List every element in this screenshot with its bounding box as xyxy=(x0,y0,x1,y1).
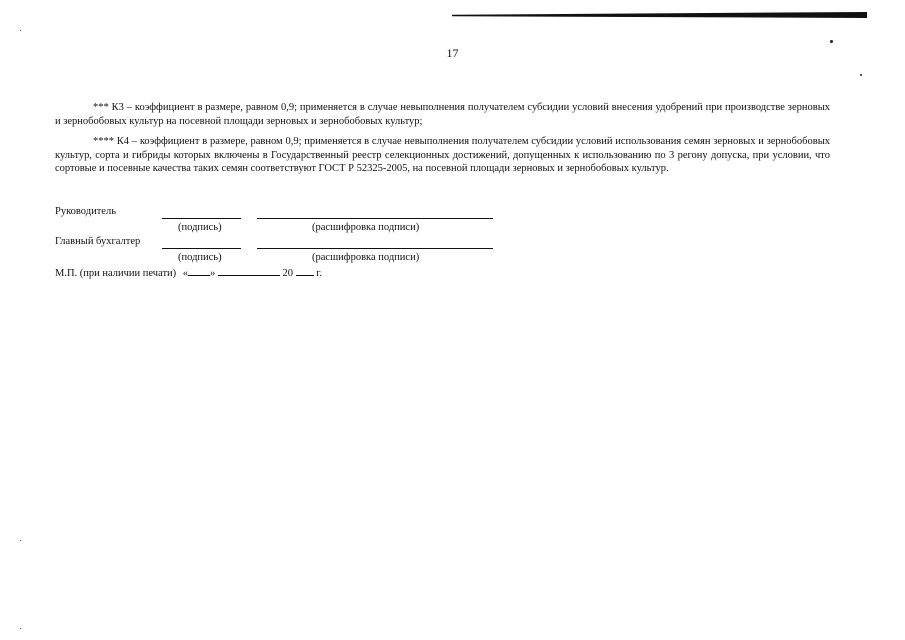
page-number: 17 xyxy=(446,46,459,60)
accountant-signature-caption: (подпись) xyxy=(178,252,222,263)
scan-speck xyxy=(20,540,21,541)
scan-border-bar xyxy=(452,12,867,18)
accountant-signature-line xyxy=(162,248,241,249)
date-open-quote: « xyxy=(182,268,189,279)
accountant-decoding-line xyxy=(257,248,493,249)
month-blank xyxy=(218,265,280,276)
head-signature-caption: (подпись) xyxy=(178,222,222,233)
head-signature-line xyxy=(162,218,241,219)
footnote-k4: **** К4 – коэффициент в размере, равном 0,9; применяется в случае невыполнения получателем субсидии условий использования семян зерновых и зернобобовых культур, сорта и гибриды которых включены в Государственный реестр селекционных достижений, допущенных к использованию по 3 регону допуска, при условии, что сортовые и посевные качества таких семян соответствуют ГОСТ Р 52325-2005, на посевной площади зерновых и зернобобовых культур. xyxy=(55,136,830,174)
day-blank xyxy=(188,265,210,276)
head-decoding-line xyxy=(257,218,493,219)
scan-speck xyxy=(20,30,21,31)
footnote-k3: *** К3 – коэффициент в размере, равном 0,9; применяется в случае невыполнения получателем субсидии условий внесения удобрений при производстве зерновых и зернобобовых культур на посевной площади зерновых и зернобобовых культур; xyxy=(55,102,830,127)
year-prefix: 20 xyxy=(282,268,294,279)
scan-speck xyxy=(830,40,833,43)
year-blank xyxy=(296,265,314,276)
head-decoding-caption: (расшифровка подписи) xyxy=(312,222,420,233)
scan-speck xyxy=(20,628,21,629)
date-close-quote: » xyxy=(210,268,216,279)
accountant-label: Главный бухгалтер xyxy=(55,236,141,247)
scan-speck xyxy=(860,74,862,76)
year-suffix: г. xyxy=(316,268,323,279)
head-label: Руководитель xyxy=(55,206,116,217)
stamp-date-line xyxy=(55,265,322,279)
stamp-label: М.П. (при наличии печати) xyxy=(55,268,177,279)
accountant-decoding-caption: (расшифровка подписи) xyxy=(312,252,420,263)
